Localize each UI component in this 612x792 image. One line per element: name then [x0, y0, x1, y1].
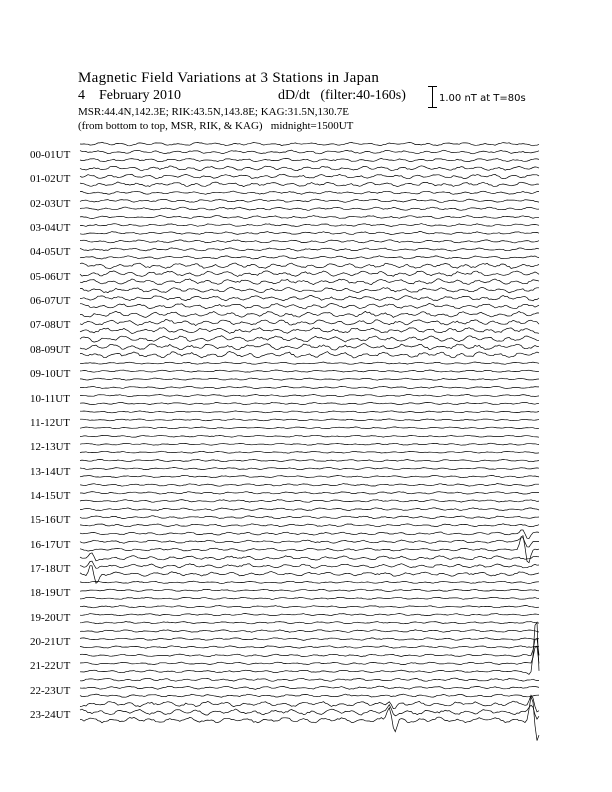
hour-label: 20-21UT — [30, 636, 71, 648]
trace-rik — [80, 224, 539, 227]
trace-rik — [80, 443, 539, 445]
scale-label: 1.00 nT at T=80s — [439, 93, 526, 104]
trace-rik — [80, 419, 539, 421]
hour-label: 16-17UT — [30, 538, 71, 551]
trace-msr — [80, 378, 539, 380]
trace-kag — [80, 263, 539, 269]
date-label: 4 February 2010 — [78, 88, 182, 103]
trace-kag — [80, 191, 539, 194]
trace-kag — [80, 166, 539, 171]
trace-kag — [80, 362, 539, 364]
trace-msr — [80, 694, 539, 697]
trace-rik — [80, 538, 539, 547]
hour-label: 02-03UT — [30, 197, 71, 210]
hour-label: 08-09UT — [30, 343, 71, 356]
trace-kag — [80, 336, 539, 342]
measure-label: dD/dt (filter:40-160s) — [278, 88, 406, 103]
trace-rik — [80, 344, 539, 350]
trace-kag — [80, 311, 539, 317]
trace-rik — [80, 686, 539, 689]
trace-kag — [80, 287, 539, 293]
trace-rik — [80, 492, 539, 494]
trace-msr — [80, 352, 539, 358]
hour-label: 21-22UT — [30, 660, 71, 673]
trace-msr — [80, 402, 539, 404]
hour-label: 23-24UT — [30, 709, 71, 722]
trace-msr — [80, 256, 539, 259]
stations-label: MSR:44.4N,142.3E; RIK:43.5N,143.8E; KAG:31.5N,130.7E — [78, 106, 350, 118]
trace-msr — [80, 451, 539, 453]
trace-rik — [80, 705, 539, 719]
trace-msr — [80, 303, 539, 308]
trace-msr — [80, 427, 539, 429]
hour-label: 07-08UT — [30, 319, 71, 332]
trace-kag — [80, 435, 539, 437]
trace-rik — [80, 516, 539, 519]
trace-msr — [80, 279, 539, 285]
hour-label: 18-19UT — [30, 587, 71, 600]
trace-kag — [80, 459, 539, 461]
trace-msr — [80, 646, 539, 648]
trace-kag — [80, 553, 539, 561]
trace-msr — [80, 500, 539, 503]
hour-label: 03-04UT — [30, 222, 71, 235]
trace-rik — [80, 296, 539, 301]
trace-kag — [80, 606, 539, 608]
trace-rik — [80, 319, 539, 325]
trace-rik — [80, 248, 539, 251]
trace-rik — [80, 638, 539, 641]
trace-kag — [80, 678, 539, 681]
trace-kag — [80, 530, 539, 539]
hour-label: 19-20UT — [30, 611, 71, 624]
trace-msr — [80, 622, 539, 624]
hour-label: 01-02UT — [30, 173, 71, 186]
trace-kag — [80, 240, 539, 243]
trace-msr — [80, 158, 539, 162]
order-note: (from bottom to top, MSR, RIK, & KAG) midnight=1500UT — [78, 120, 354, 132]
trace-kag — [80, 216, 539, 219]
trace-msr — [80, 182, 539, 187]
trace-msr — [80, 328, 539, 334]
hour-label: 15-16UT — [30, 514, 71, 527]
trace-kag — [80, 484, 539, 487]
trace-msr — [80, 475, 539, 477]
trace-kag — [80, 630, 539, 633]
hour-label: 12-13UT — [30, 441, 71, 454]
trace-msr — [80, 207, 539, 210]
trace-rik — [80, 468, 539, 470]
hour-label: 09-10UT — [30, 368, 71, 381]
trace-rik — [80, 174, 539, 178]
trace-kag — [80, 581, 539, 583]
chart-title: Magnetic Field Variations at 3 Stations in Japan — [78, 70, 380, 86]
hour-label: 14-15UT — [30, 489, 71, 502]
trace-rik — [80, 614, 539, 616]
trace-kag — [80, 695, 539, 712]
trace-msr — [80, 566, 539, 584]
hour-label: 22-23UT — [30, 684, 71, 697]
trace-kag — [80, 508, 539, 511]
trace-msr — [80, 697, 539, 741]
trace-msr — [80, 232, 539, 235]
hour-label: 04-05UT — [30, 246, 71, 259]
trace-kag — [80, 142, 539, 146]
trace-rik — [80, 589, 539, 591]
trace-msr — [80, 597, 539, 599]
trace-rik — [80, 199, 539, 202]
hour-label: 00-01UT — [30, 149, 71, 161]
trace-rik — [80, 561, 539, 568]
hour-label: 17-18UT — [30, 562, 71, 575]
trace-kag — [80, 411, 539, 413]
trace-rik — [80, 150, 539, 154]
hour-label: 05-06UT — [30, 270, 71, 283]
hour-label: 10-11UT — [30, 392, 70, 405]
trace-rik — [80, 370, 539, 372]
trace-rik — [80, 271, 539, 277]
hour-label: 11-12UT — [30, 416, 70, 429]
trace-msr — [80, 524, 539, 527]
trace-kag — [80, 386, 539, 388]
hour-label: 06-07UT — [30, 295, 71, 308]
trace-rik — [80, 394, 539, 396]
hour-label: 13-14UT — [30, 465, 71, 478]
